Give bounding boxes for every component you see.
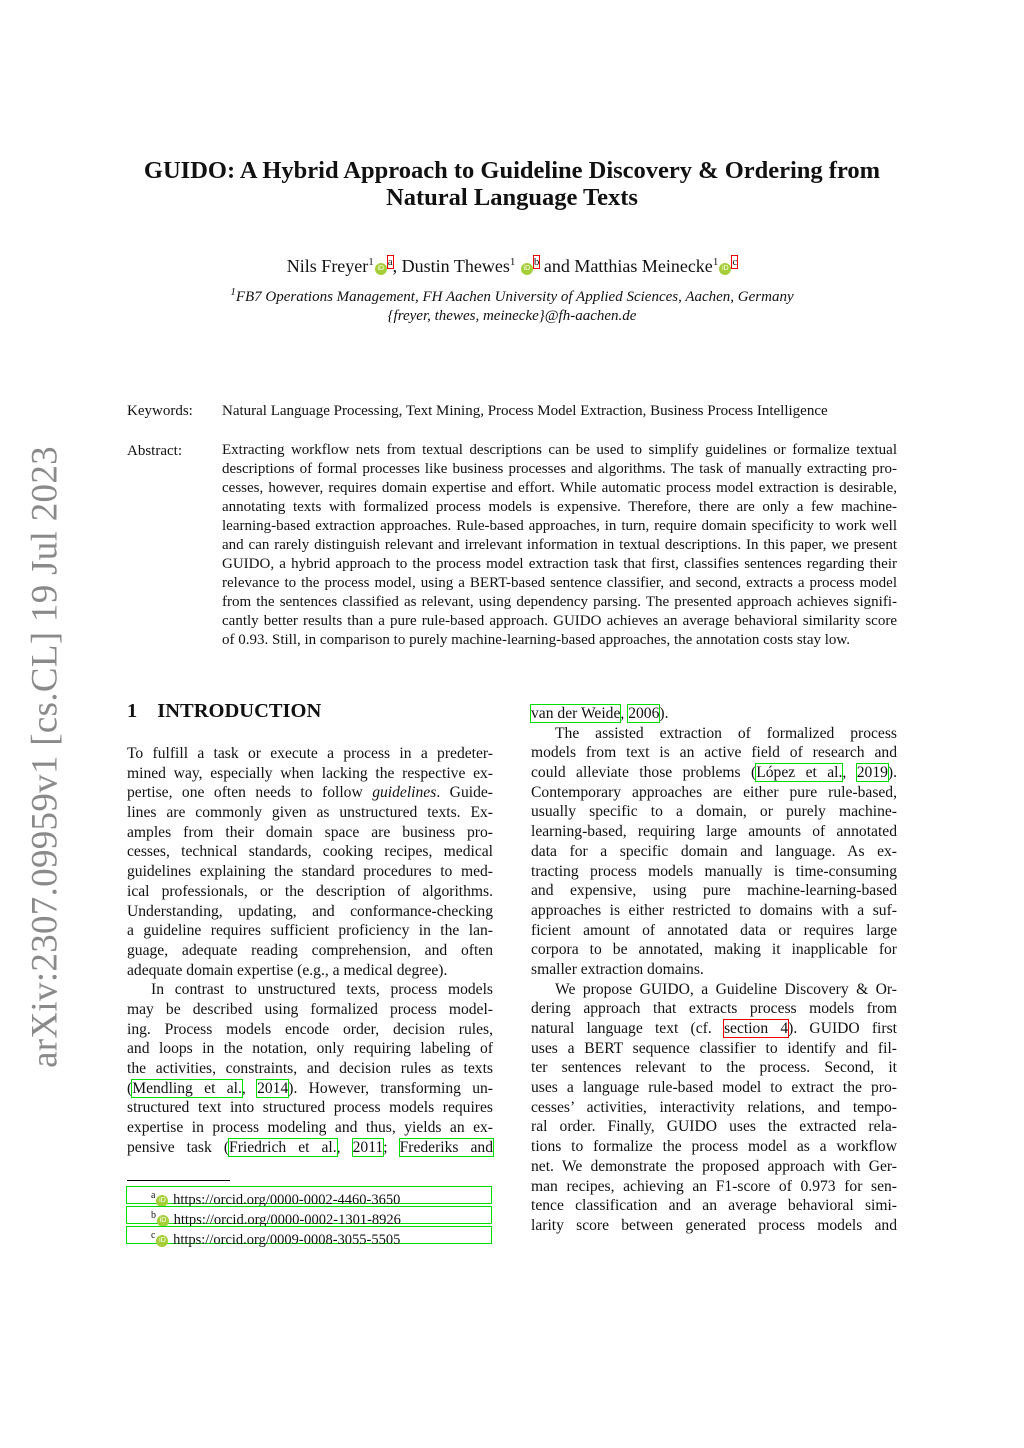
section-number: 1 [127, 700, 138, 722]
text-run: net. We demonstrate the proposed approach with Ger- [531, 1157, 897, 1175]
orcid-url[interactable]: https://orcid.org/0000-0002-1301-8926 [173, 1211, 401, 1228]
text-line [127, 862, 493, 882]
author-name: Dustin Thewes [401, 256, 510, 276]
footnote-rule [127, 1180, 230, 1181]
text-run: smaller extraction domains. [531, 960, 704, 978]
emphasis: guidelines [372, 784, 437, 802]
text-run: from the sentences classified as relevant, using dependency parsing. The presented approach achieves signifi- [222, 594, 897, 610]
text-line [127, 783, 493, 803]
text-line [531, 862, 897, 882]
text-run: ). However, transforming un- [288, 1079, 494, 1097]
author-affil-sup: 1 [509, 256, 516, 268]
text-run: may be described using formalized process model- [127, 1000, 493, 1018]
text-line [222, 555, 897, 574]
author-separator: and [539, 256, 575, 276]
footnote-link[interactable]: b [533, 256, 540, 268]
text-run: , [241, 1079, 258, 1097]
text-run: of 0.93. Still, in comparison to purely machine-learning-based approaches, the annotation costs stay low. [222, 632, 851, 648]
footnote-orcid-link[interactable] [126, 1226, 492, 1248]
text-run: and expensive, using pure machine-learning-based [531, 882, 897, 900]
text-line [127, 842, 493, 862]
footnote-link[interactable]: c [732, 256, 738, 268]
text-line [127, 1020, 493, 1040]
text-run: learning-based extraction approaches. Rule-based approaches, in turn, require domain specificity to work well [222, 518, 897, 534]
text-line [222, 536, 897, 555]
keywords: Natural Language Processing, Text Mining, Process Model Extraction, Business Process Intelligence [222, 403, 828, 419]
text-run: a guideline requires sufficient proficiency in the lan- [127, 922, 493, 940]
section-title: INTRODUCTION [157, 700, 322, 722]
text-line [531, 1177, 897, 1197]
text-line [531, 1157, 897, 1177]
text-line [222, 441, 897, 460]
text-line [127, 882, 493, 902]
text-run: cesses, however, requires domain expertise and effort. While automatic process model extraction is desirable, [222, 480, 897, 496]
text-line [127, 1138, 493, 1158]
text-run: lines are commonly given as unstructured texts. Ex- [127, 804, 493, 822]
footnote-orcid-link[interactable] [126, 1206, 492, 1228]
text-line [531, 1058, 897, 1078]
footnote-mark: c [151, 1230, 156, 1241]
text-line [531, 940, 897, 960]
text-run: annotating texts with formalized process models is expensive. Therefore, there are only a few machine- [222, 499, 897, 515]
text-line [127, 1039, 493, 1059]
section-ref-link[interactable]: section 4 [723, 1020, 789, 1037]
footnote-mark: a [151, 1190, 156, 1201]
text-line [531, 1216, 897, 1236]
orcid-icon[interactable]: iD [521, 263, 533, 275]
text-run: Contemporary approaches are either pure rule-based, [531, 783, 897, 801]
text-line [127, 941, 493, 961]
citation-link[interactable]: López et al. [756, 764, 843, 782]
orcid-icon: iD [156, 1235, 168, 1247]
text-run: Understanding, updating, and conformance-checking [127, 902, 493, 920]
text-run: ral order. Finally, GUIDO uses the extracted rela- [531, 1118, 897, 1136]
text-line [127, 744, 493, 764]
text-line [531, 901, 897, 921]
left-column-text [127, 744, 493, 1157]
citation-link[interactable]: 2006 [628, 705, 660, 722]
text-line [531, 980, 897, 1000]
author-name: Nils Freyer [286, 256, 369, 276]
text-line [531, 822, 897, 842]
text-line [531, 743, 897, 763]
text-run: uses a BERT sequence classifier to identify and fil- [531, 1039, 897, 1057]
text-line [531, 1019, 897, 1039]
text-run: To fulfill a task or execute a process in a predeter- [127, 745, 493, 762]
text-line [531, 783, 897, 803]
citation-link[interactable]: van der Weide [531, 705, 621, 722]
text-run: guidelines explaining the standard procedures to med- [127, 863, 493, 881]
section-heading [127, 700, 321, 723]
text-run: ficient amount of annotated data or requires large [531, 921, 897, 939]
text-run: data for a specific domain and language. As ex- [531, 842, 897, 860]
citation-link[interactable]: 2019 [856, 764, 888, 782]
text-line [127, 961, 493, 981]
text-run: man recipes, achieving an F1-score of 0.973 for sen- [531, 1177, 897, 1195]
author-affil-sup: 1 [368, 256, 374, 268]
text-run: uses a language rule-based model to extract the pro- [531, 1079, 897, 1097]
text-line [127, 1098, 493, 1118]
orcid-url[interactable]: https://orcid.org/0000-0002-4460-3650 [173, 1191, 401, 1208]
text-run: learning-based, requiring large amounts of annotated [531, 823, 897, 841]
text-line [531, 724, 897, 744]
text-line [127, 1059, 493, 1079]
orcid-url[interactable]: https://orcid.org/0009-0008-3055-5505 [173, 1231, 401, 1248]
text-line [531, 1196, 897, 1216]
text-run: The assisted extraction of formalized process [555, 724, 897, 742]
text-line [531, 704, 897, 724]
text-run: larity score between generated process models and [531, 1216, 897, 1234]
text-line [127, 1079, 493, 1099]
author-affil-sup: 1 [712, 256, 719, 268]
citation-link[interactable]: Frederiks and [399, 1138, 494, 1156]
affiliation-text: FB7 Operations Management, FH Aachen University of Applied Sciences, Aachen, Germany [235, 289, 794, 305]
text-line [531, 999, 897, 1019]
text-run: relevance to the process model, using a BERT-based sentence classifier, and second, extracts a process model [222, 575, 897, 591]
text-run: structured text into structured process models requires [127, 1099, 493, 1117]
text-line [127, 803, 493, 823]
text-run: cantly better results than a pure rule-based approach. GUIDO achieves an average behavioral similarity score [222, 613, 897, 629]
text-line [531, 960, 897, 980]
text-run: Extracting workflow nets from textual descriptions can be used to simplify guidelines or formalize textual [222, 442, 897, 458]
text-run: usually specific to a domain, or purely machine- [531, 803, 897, 821]
text-run: , [620, 705, 629, 722]
text-line [222, 498, 897, 517]
text-line [222, 517, 897, 536]
text-run: tence classification and an average behavioral simi- [531, 1197, 897, 1215]
footnote-mark: b [151, 1210, 156, 1221]
text-line [531, 1039, 897, 1059]
citation-link[interactable]: Mendling et al. [132, 1079, 242, 1097]
text-line [531, 802, 897, 822]
text-run: could alleviate those problems ( [531, 764, 757, 782]
text-run: cesses’ activities, interactivity relations, and tempo- [531, 1098, 897, 1116]
text-run: and loops in the notation, only requiring labeling of [127, 1040, 493, 1058]
text-run: ing. Process models encode order, decision rules, [127, 1020, 493, 1038]
text-line [531, 1117, 897, 1137]
orcid-icon: iD [157, 1215, 169, 1227]
arxiv-stamp: arXiv:2307.09959v1 [cs.CL] 19 Jul 2023 [24, 446, 66, 1068]
text-run: ). GUIDO first [788, 1020, 897, 1037]
text-run: cesses, technical standards, cooking recipes, medical [127, 843, 493, 861]
text-run: We propose GUIDO, a Guideline Discovery & Or- [555, 980, 897, 998]
text-run: , [842, 764, 857, 782]
text-line [127, 980, 493, 1000]
text-run: ; [383, 1138, 400, 1156]
text-run: ter sentences relevant to the process. Second, it [531, 1059, 897, 1077]
text-run: descriptions of formal processes like business processes and algorithms. The task of manually extracting pro- [222, 461, 897, 477]
text-line [531, 1098, 897, 1118]
text-run: ical professionals, or the description of algorithms. [127, 882, 493, 900]
orcid-icon: iD [156, 1195, 168, 1207]
text-line [127, 1118, 493, 1138]
text-line [127, 823, 493, 843]
text-run: tracting process models manually is time-consuming [531, 862, 897, 880]
keywords-label: Keywords: [127, 403, 193, 419]
abstract-body [222, 441, 897, 650]
text-run: . Guide- [436, 784, 493, 802]
citation-link[interactable]: 2014 [257, 1079, 289, 1097]
text-run: natural language text (cf. [531, 1020, 724, 1037]
text-line [531, 1137, 897, 1157]
text-line [531, 763, 897, 783]
text-line [127, 764, 493, 784]
affiliation [0, 283, 1024, 326]
citation-link[interactable]: 2011 [352, 1138, 384, 1156]
text-line [222, 612, 897, 631]
text-line [222, 460, 897, 479]
text-run: tions to formalize the process model as a workflow [531, 1138, 897, 1156]
author-name: Matthias Meinecke [574, 256, 713, 276]
text-run: pertise, one often needs to follow [127, 784, 373, 802]
text-line [222, 574, 897, 593]
text-run: expertise in process modeling and thus, yields an ex- [127, 1119, 493, 1137]
text-run: ). [887, 764, 898, 782]
text-run: models from text is an active field of research and [531, 744, 897, 762]
affil-sup: 1 [230, 286, 236, 298]
orcid-icon[interactable]: iD [375, 263, 387, 275]
right-column-text [531, 704, 897, 1236]
author-list [0, 256, 1024, 277]
text-run: approaches is either restricted to domains with a suf- [531, 901, 897, 919]
text-line [222, 479, 897, 498]
citation-link[interactable]: Friedrich et al. [229, 1138, 337, 1156]
footnote-link[interactable]: a [387, 256, 393, 268]
orcid-icon[interactable]: iD [719, 263, 731, 275]
text-line [127, 902, 493, 922]
text-run: corpora to be annotated, making it inapplicable for [531, 941, 897, 959]
text-run: the activities, constraints, and decision rules as texts [127, 1060, 493, 1077]
text-run: adequate domain expertise (e.g., a medical degree). [127, 961, 448, 979]
text-run: mined way, especially when lacking the respective ex- [127, 764, 493, 782]
paper-title [0, 157, 1024, 211]
text-run: ( [127, 1079, 133, 1097]
abstract-label: Abstract: [127, 443, 182, 459]
text-line [531, 921, 897, 941]
text-line [531, 881, 897, 901]
text-run: ). [659, 705, 669, 722]
title-line-2: Natural Language Texts [386, 184, 638, 211]
text-line [127, 921, 493, 941]
text-run: and can rarely distinguish relevant and irrelevant information in textual descriptions. In this paper, we present [222, 537, 897, 553]
text-run: In contrast to unstructured texts, process models [151, 981, 493, 999]
text-run: , [336, 1138, 353, 1156]
footnote-orcid-link[interactable] [126, 1186, 492, 1208]
title-line-1: GUIDO: A Hybrid Approach to Guideline Discovery & Ordering from [143, 157, 881, 184]
author-emails: {freyer, thewes, meinecke}@fh-aachen.de [387, 308, 637, 324]
author-separator: , [392, 256, 402, 276]
text-run: GUIDO, a hybrid approach to the process model extraction task that first, classifies sentences regarding their [222, 556, 897, 572]
text-line [127, 1000, 493, 1020]
text-run: pensive task ( [127, 1138, 230, 1156]
text-line [531, 842, 897, 862]
text-line [222, 631, 897, 650]
text-run: amples from their domain space are business pro- [127, 823, 493, 841]
text-run: dering approach that extracts process models from [531, 1000, 897, 1018]
text-line [531, 1078, 897, 1098]
text-run: guage, adequate reading comprehension, and often [127, 941, 493, 959]
text-line [222, 593, 897, 612]
